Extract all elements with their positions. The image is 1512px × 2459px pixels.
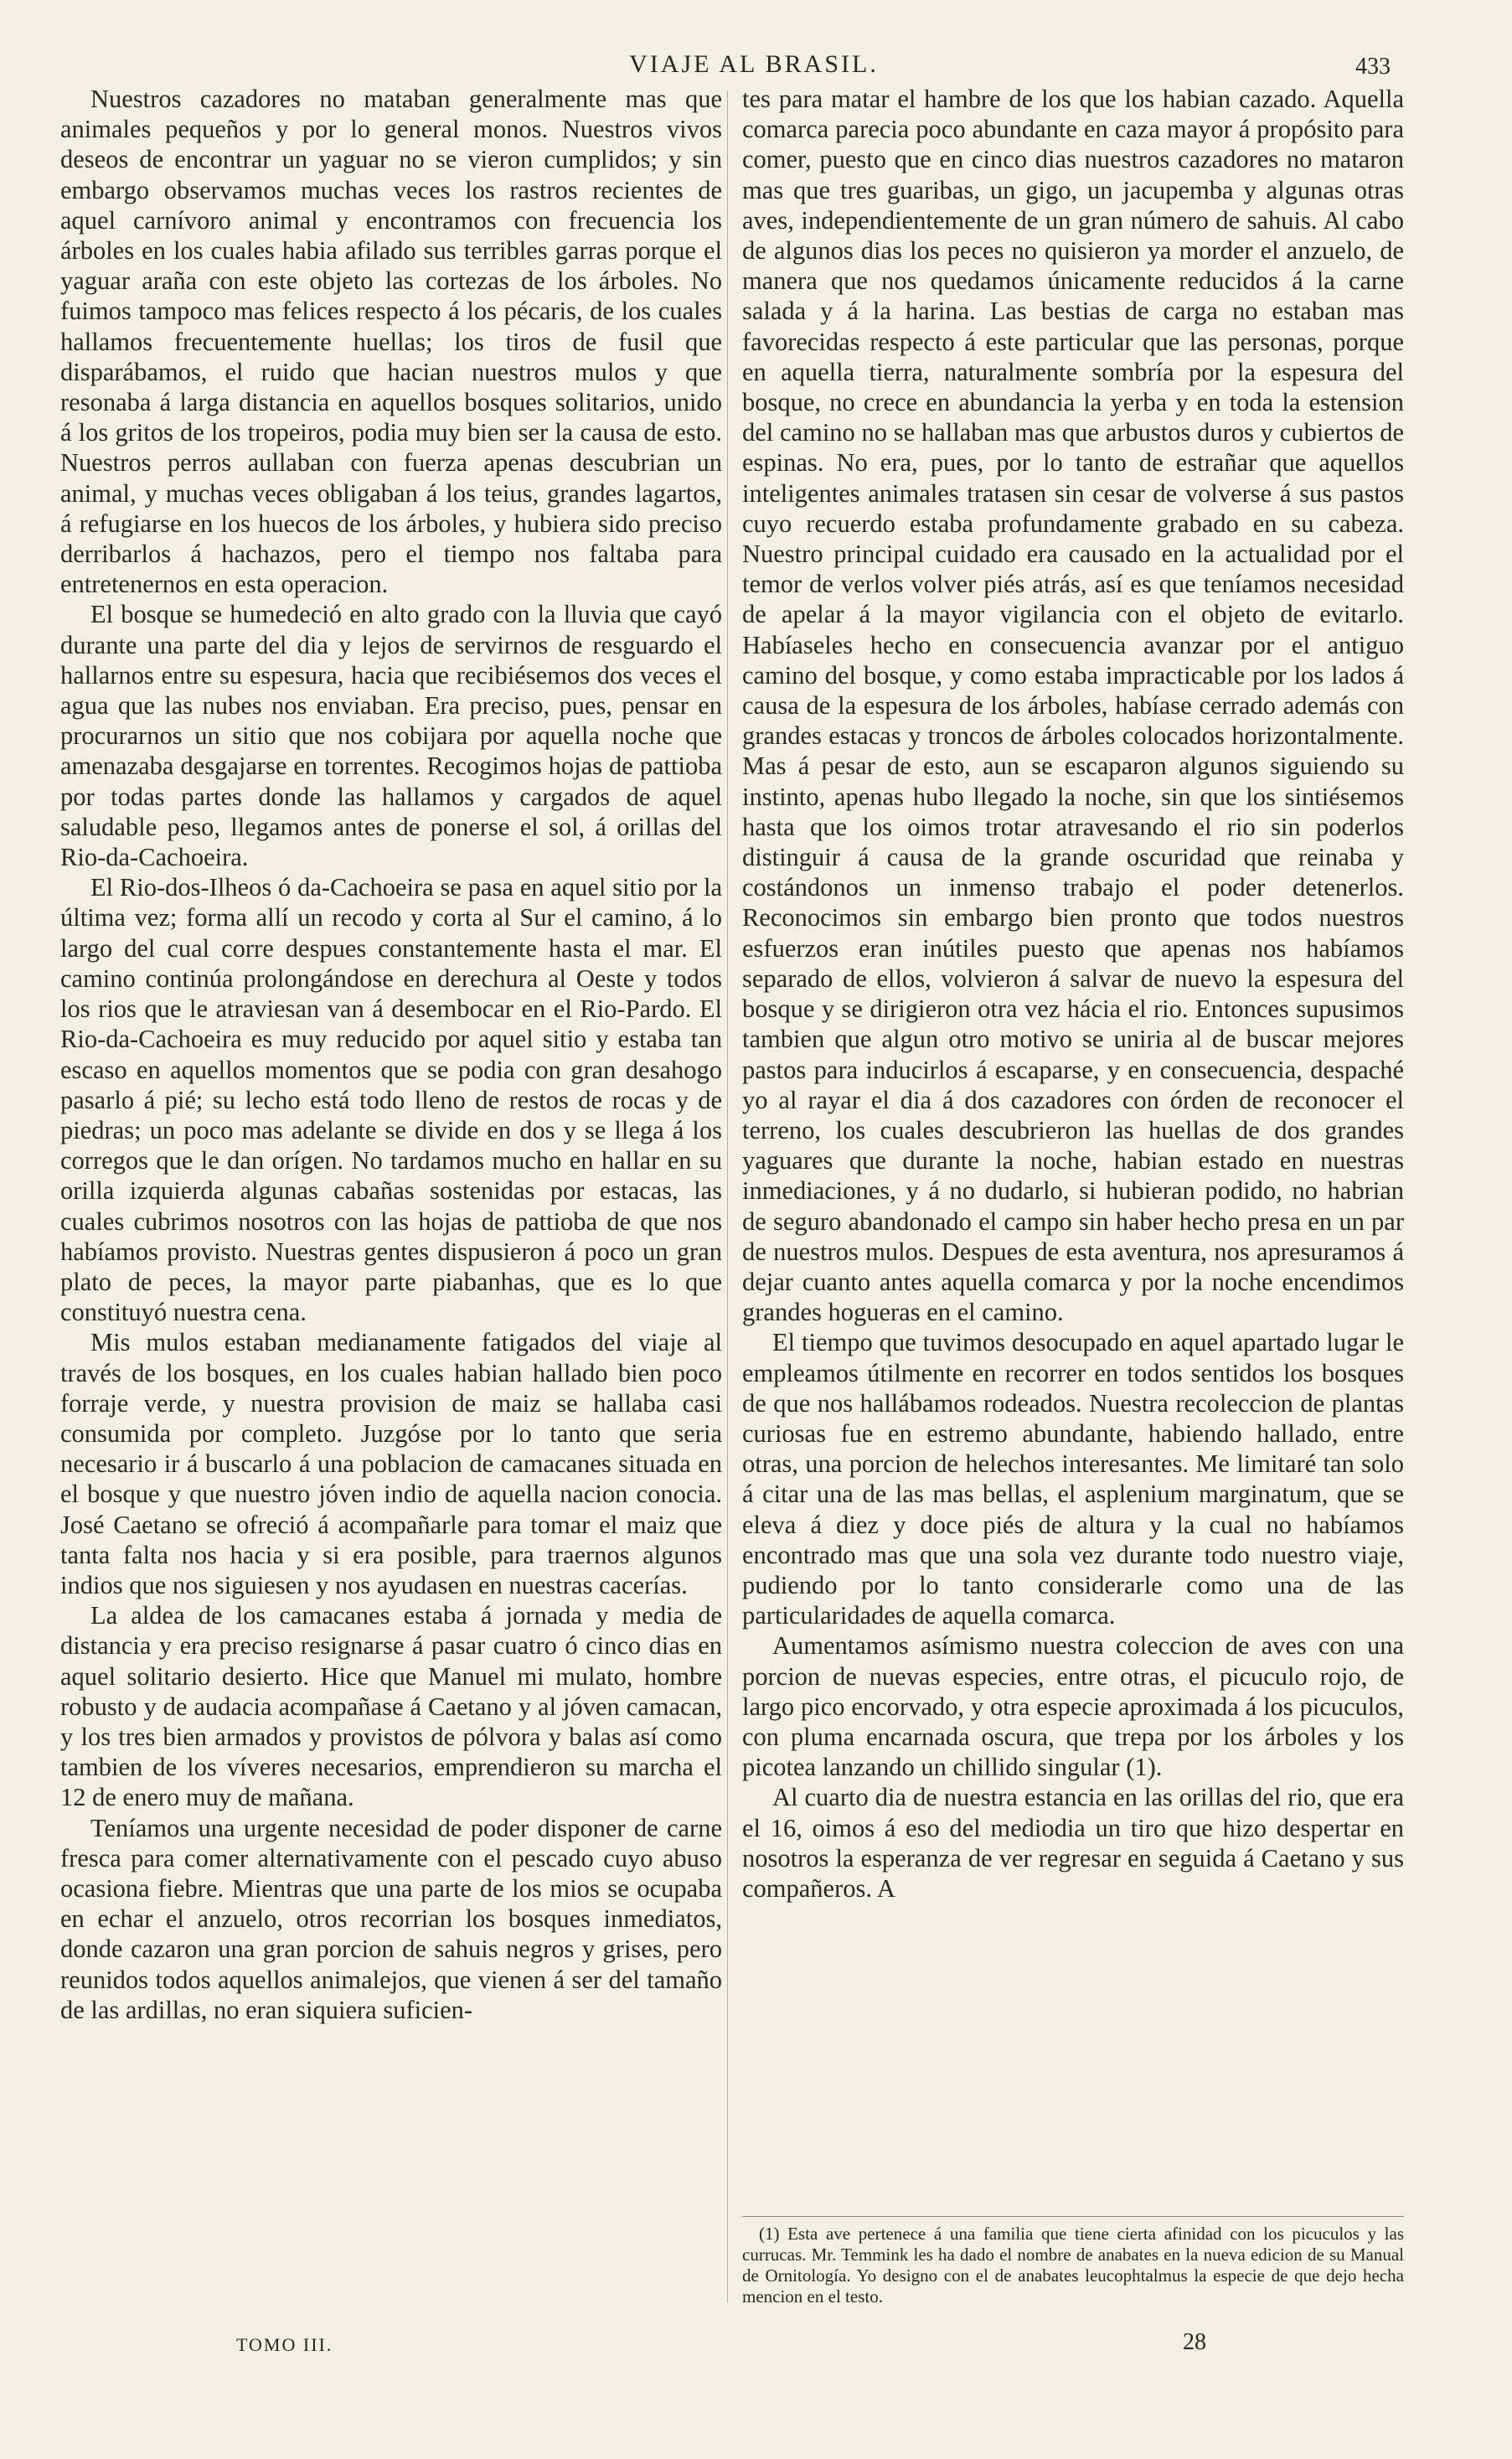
footnote: (1) Esta ave pertenece á una familia que tiene cierta afinidad con los picuculos y las currucas. Mr. Temmink les ha dado el nombre de anabates en la nueva edicion de su Manual de Ornitología. Yo designo con el de anabates leucophtalmus la especie de que dejo hecha mencion en el testo.	[742, 2224, 1404, 2307]
column-divider	[727, 90, 728, 2302]
right-column	[742, 84, 1404, 1904]
paragraph: El tiempo que tuvimos desocupado en aquel apartado lugar le empleamos útilmente en recorrer en todos sentidos los bosques de que nos hallábamos rodeados. Nuestra recoleccion de plantas curiosas fue en estremo abundante, habiendo hallado, entre otras, una porcion de helechos interesantes. Me limitaré tan solo á citar una de las mas bellas, el asplenium marginatum, que se eleva á diez y doce piés de altura y la cual no habíamos encontrado mas que una sola vez durante todo nuestro viaje, pudiendo por lo tanto considerarle como una de las particularidades de aquella comarca.	[742, 1328, 1404, 1630]
footnotes	[742, 2216, 1404, 2307]
paragraph: Nuestros cazadores no mataban generalmente mas que animales pequeños y por lo general monos. Nuestros vivos deseos de encontrar un yaguar no se vieron cumplidos; y sin embargo observamos muchas veces los rastros recientes de aquel carnívoro animal y encontramos con frecuencia los árboles en los cuales habia afilado sus terribles garras porque el yaguar araña con este objeto las cortezas de los árboles. No fuimos tampoco mas felices respecto á los pécaris, de los cuales hallamos frecuentemente huellas; los tiros de fusil que disparábamos, el ruido que hacian nuestros mulos y que resonaba á larga distancia en aquellos bosques solitarios, unido á los gritos de los tropeiros, podia muy bien ser la causa de esto. Nuestros perros aullaban con fuerza apenas descubrian un animal, y muchas veces obligaban á los teius, grandes lagartos, á refugiarse en los huecos de los árboles, y hubiera sido preciso derribarlos á hachazos, pero el tiempo nos faltaba para entretenernos en esta operacion.	[60, 85, 722, 599]
paragraph: tes para matar el hambre de los que los habian cazado. Aquella comarca parecia poco abundante en caza mayor á propósito para comer, puesto que en cinco dias nuestros cazadores no mataron mas que tres guaribas, un gigo, un jacupemba y algunas otras aves, independientemente de un gran número de sahuis. Al cabo de algunos dias los peces no quisieron ya morder el anzuelo, de manera que nos quedamos únicamente reducidos á la carne salada y á la harina. Las bestias de carga no estaban mas favorecidas respecto á este particular que las personas, porque en aquella tierra, naturalmente sombría por la espesura del bosque, no crece en abundancia la yerba y en toda la estension del camino no se hallaban mas que arbustos duros y cubiertos de espinas. No era, pues, por lo tanto de estrañar que aquellos inteligentes animales tratasen sin cesar de volverse á sus pastos cuyo recuerdo estaba profundamente grabado en su cabeza. Nuestro principal cuidado era causado en la actualidad por el temor de verlos volver piés atrás, así es que teníamos necesidad de apelar á la mayor vigilancia con el objeto de evitarlo. Habíaseles hecho en consecuencia avanzar por el antiguo camino del bosque, y como estaba impracticable por los lados á causa de la espesura de los árboles, habíase cerrado además con grandes estacas y troncos de árboles colocados horizontalmente. Mas á pesar de esto, aun se escaparon algunos siguiendo su instinto, apenas hubo llegado la noche, sin que los sintiésemos hasta que los oimos trotar atravesando el rio sin poderlos distinguir á causa de la grande oscuridad que reinaba y costándonos un inmenso trabajo el poder detenerlos. Reconocimos sin embargo bien pronto que todos nuestros esfuerzos eran inútiles puesto que apenas nos habíamos separado de ellos, volvieron á salvar de nuevo la espesura del bosque y se dirigieron otra vez hácia el rio. Entonces supusimos tambien que algun otro motivo se uniria al de buscar mejores pastos para inducirlos á escaparse, y en consecuencia, despaché yo al rayar el dia á dos cazadores con órden de reconocer el terreno, los cuales descubrieron las huellas de dos grandes yaguares que durante la noche, habian estado en nuestras inmediaciones, y á no dudarlo, si hubieran podido, no habrian de seguro abandonado el campo sin haber hecho presa en un par de nuestros mulos. Despues de esta aventura, nos apresuramos á dejar cuanto antes aquella comarca y por la noche encendimos grandes hogueras en el camino.	[742, 85, 1404, 1327]
paragraph: El Rio-dos-Ilheos ó da-Cachoeira se pasa en aquel sitio por la última vez; forma allí un recodo y corta al Sur el camino, á lo largo del cual corre despues constantemente hasta el mar. El camino continúa prolongándose en derechura al Oeste y todos los rios que le atraviesan van á desembocar en el Rio-Pardo. El Rio-da-Cachoeira es muy reducido por aquel sitio y estaba tan escaso en aquellos momentos que se podia con gran desahogo pasarlo á pié; su lecho está todo lleno de restos de rocas y de piedras; un poco mas adelante se divide en dos y se llega á los corregos que le dan orígen. No tardamos mucho en hallar en su orilla izquierda algunas cabañas sostenidas por estacas, las cuales cubrimos nosotros con las hojas de pattioba de que nos habíamos provisto. Nuestras gentes dispusieron á poco un gran plato de peces, la mayor parte piabanhas, que es lo que constituyó nuestra cena.	[60, 873, 722, 1327]
paragraph: Mis mulos estaban medianamente fatigados del viaje al través de los bosques, en los cuales habian hallado bien poco forraje verde, y nuestra provision de maiz se hallaba casi consumida por completo. Juzgóse por lo tanto que seria necesario ir á buscarlo á una poblacion de camacanes situada en el bosque y que nuestro jóven indio de aquella nacion conocia. José Caetano se ofreció á acompañarle para tomar el maiz que tanta falta nos hacia y si era posible, para traernos algunos indios que nos siguiesen y nos ayudasen en nuestras cacerías.	[60, 1328, 722, 1599]
paragraph: Teníamos una urgente necesidad de poder disponer de carne fresca para comer alternativamente con el pescado cuyo abuso ocasiona fiebre. Mientras que una parte de los mios se ocupaba en echar el anzuelo, otros recorrian los bosques inmediatos, donde cazaron una gran porcion de sahuis negros y grises, pero reunidos todos aquellos animalejos, que vienen á ser del tamaño de las ardillas, no eran siquiera suficien-	[60, 1813, 722, 2024]
page-footer	[0, 2329, 1512, 2363]
volume-label: TOMO III.	[236, 2334, 333, 2355]
signature-mark: 28	[1183, 2329, 1206, 2355]
paragraph: Aumentamos asímismo nuestra coleccion de aves con una porcion de nuevas especies, entre otras, el picuculo rojo, de largo pico encorvado, y otra especie aproximada á los picuculos, con pluma encarnada oscura, que trepa por los árboles y los picotea lanzando un chillido singular (1).	[742, 1631, 1404, 1782]
left-column	[60, 84, 722, 2025]
paragraph: La aldea de los camacanes estaba á jornada y media de distancia y era preciso resignarse á pasar cuatro ó cinco dias en aquel solitario desierto. Hice que Manuel mi mulato, hombre robusto y de audacia acompañase á Caetano y al jóven camacan, y los tres bien armados y provistos de pólvora y balas así como tambien de los víveres necesarios, emprendieron su marcha el 12 de enero muy de mañana.	[60, 1601, 722, 1812]
paragraph: Al cuarto dia de nuestra estancia en las orillas del rio, que era el 16, oimos á eso del mediodia un tiro que hizo despertar en nosotros la esperanza de ver regresar en seguida á Caetano y sus compañeros. A	[742, 1783, 1404, 1903]
page-number: 433	[1355, 54, 1391, 80]
paragraph: El bosque se humedeció en alto grado con la lluvia que cayó durante una parte del dia y lejos de servirnos de resguardo el hallarnos entre su espesura, hacia que recibiésemos dos veces el agua que las nubes nos enviaban. Era preciso, pues, pensar en procurarnos un sitio que nos cobijara por aquella noche que amenazaba desgajarse en torrentes. Recogimos hojas de pattioba por todas partes donde las hallamos y cargados de aquel saludable peso, llegamos antes de ponerse el sol, á orillas del Rio-da-Cachoeira.	[60, 600, 722, 872]
page-header	[0, 50, 1512, 84]
running-title: VIAJE AL BRASIL.	[629, 50, 879, 78]
